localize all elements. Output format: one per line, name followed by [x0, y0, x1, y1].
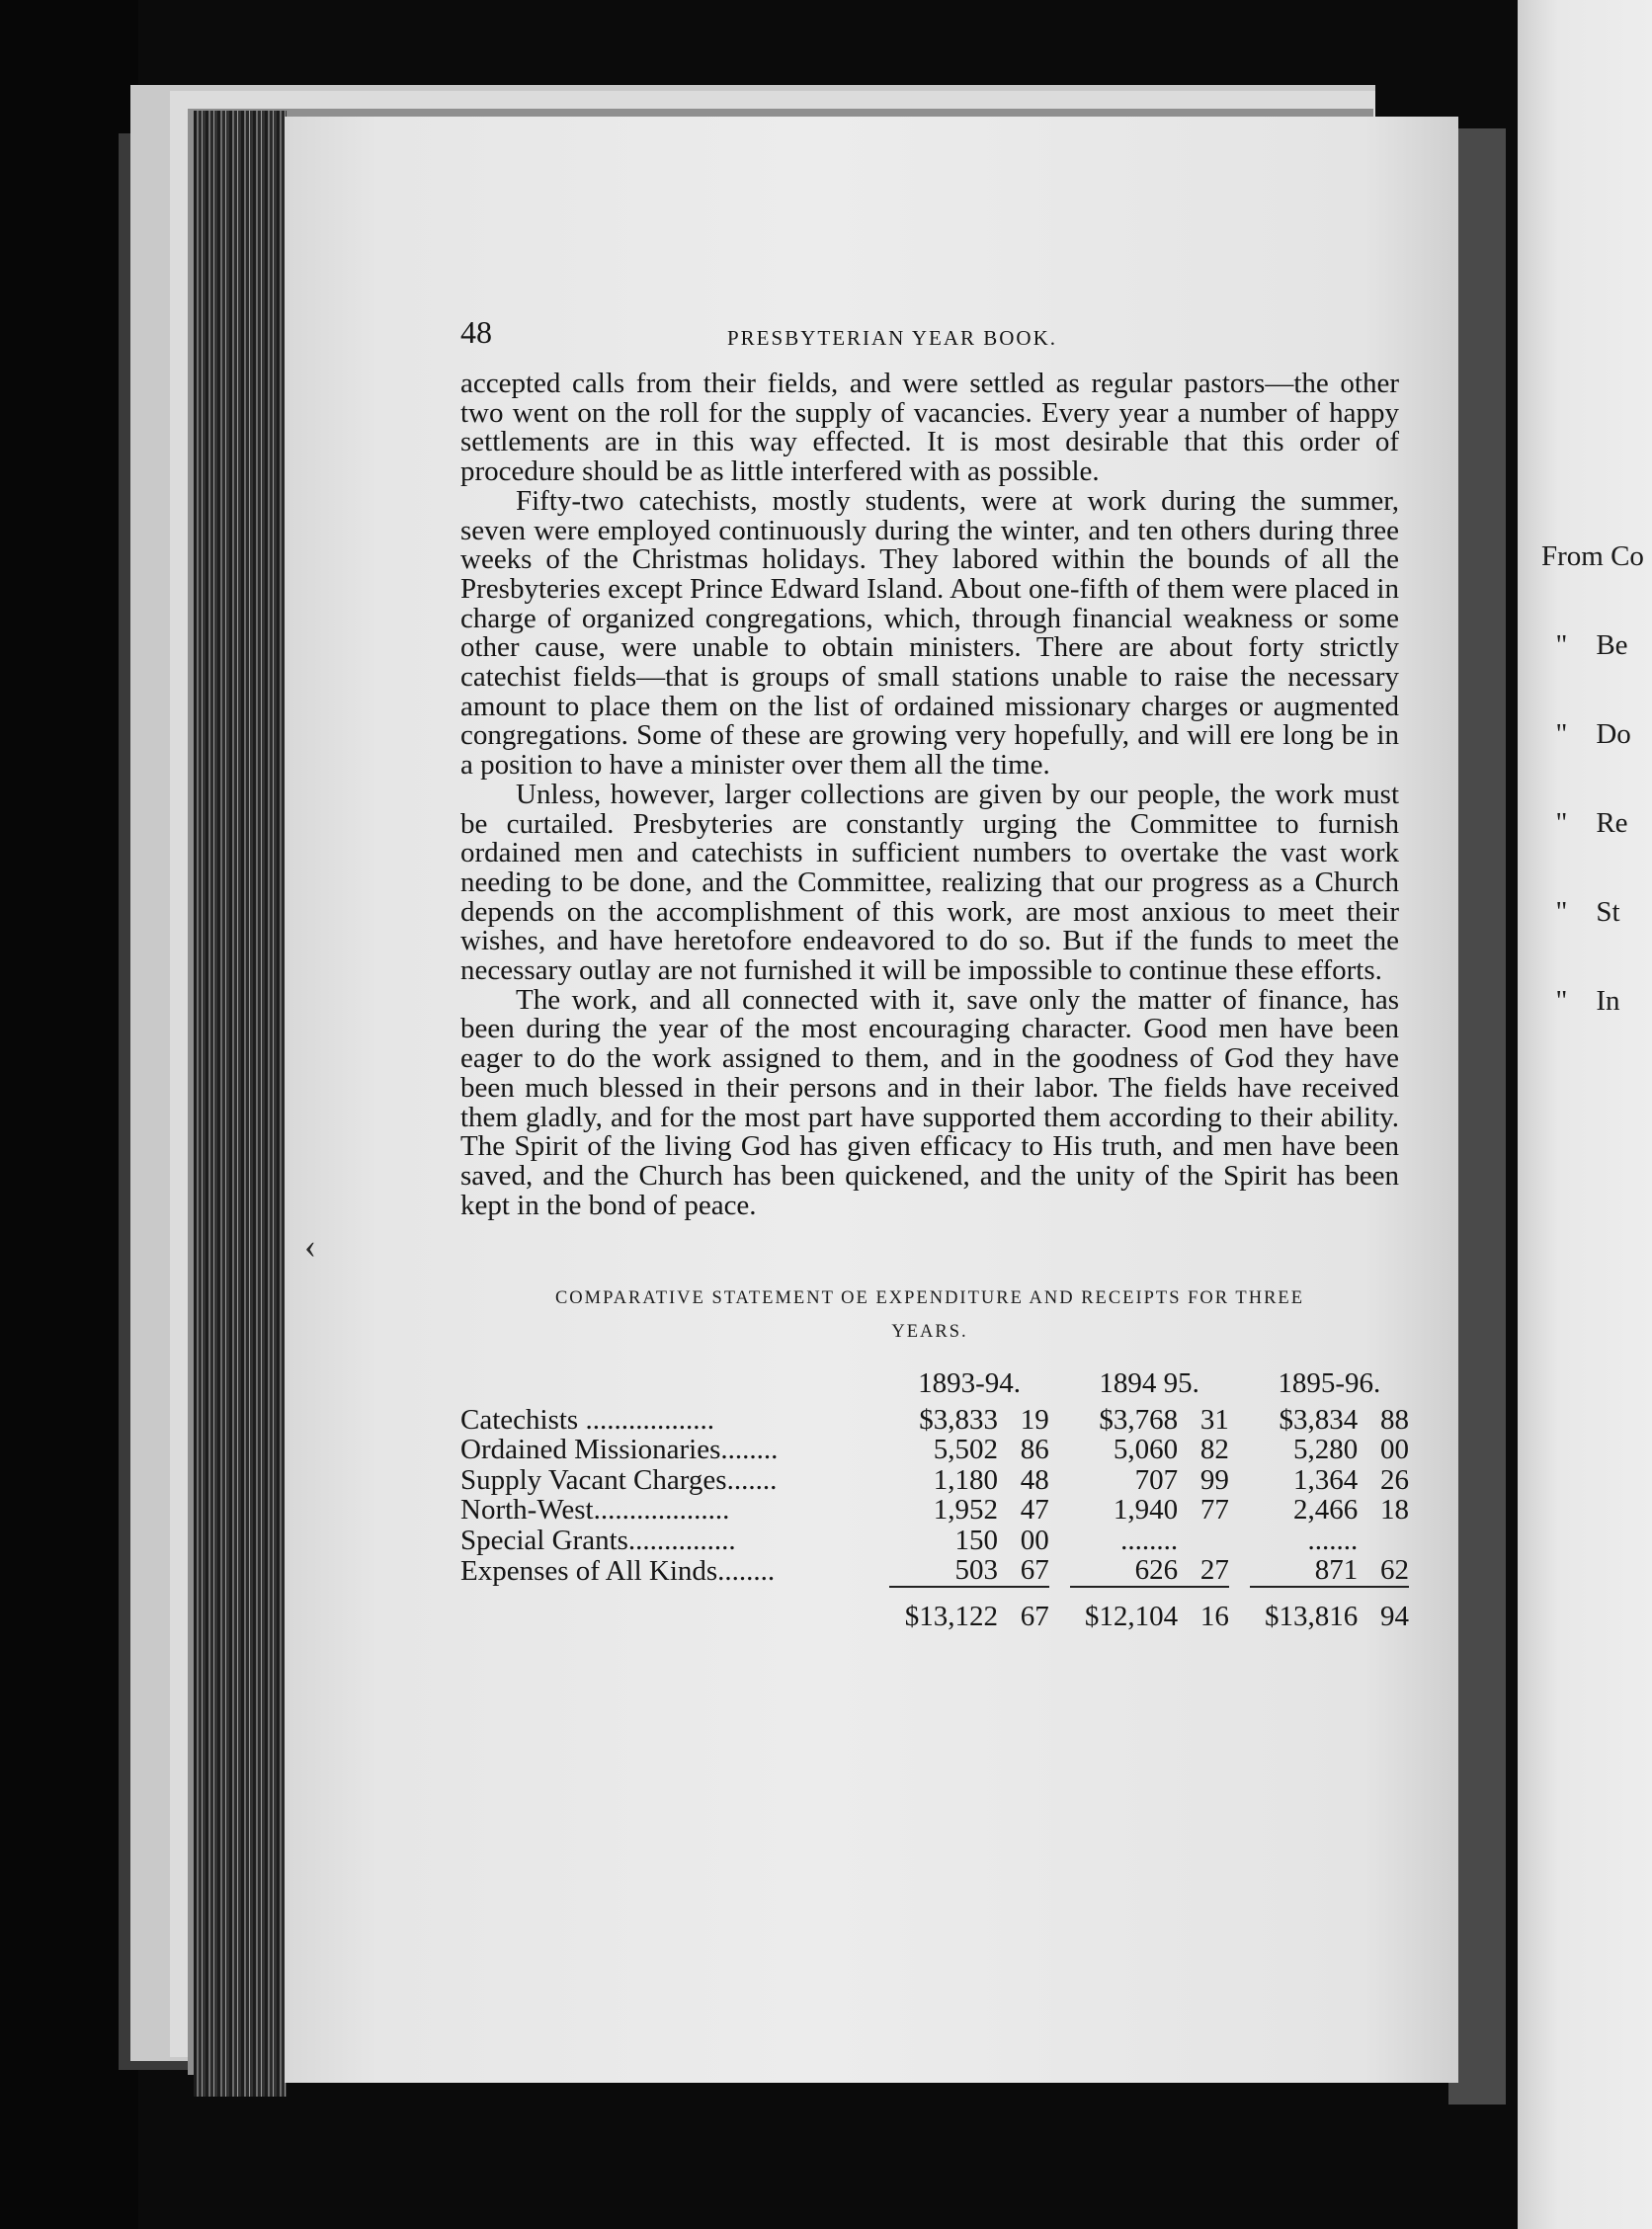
total-dollars: $13,122: [904, 1600, 999, 1632]
rule-line: [1358, 1587, 1409, 1598]
facing-line: " Be: [1541, 629, 1628, 661]
amount-cents: 31: [1199, 1403, 1229, 1436]
total-dollars: $13,816: [1264, 1600, 1359, 1632]
amount-cents: 48: [1020, 1463, 1049, 1496]
year-header: 1895-96.: [1278, 1367, 1381, 1400]
statement-title: [460, 1281, 1399, 1349]
column-gap: [1229, 1526, 1250, 1556]
amount-cents: [1178, 1526, 1229, 1556]
facing-page: [1518, 0, 1652, 2229]
amount-cents: 86: [1020, 1434, 1049, 1466]
column-gap: [1049, 1495, 1070, 1526]
amount-dollars: 871: [1314, 1554, 1359, 1587]
facing-line: " Do: [1541, 718, 1631, 750]
facing-line: " St: [1541, 896, 1620, 928]
table-row: [460, 1405, 1409, 1436]
row-label: Ordained Missionaries........: [460, 1434, 779, 1466]
amount-cents: 88: [1380, 1403, 1409, 1436]
table-body: [460, 1405, 1409, 1632]
facing-page-text: [1541, 482, 1652, 1075]
row-label: Supply Vacant Charges.......: [460, 1463, 778, 1496]
facing-line: From Co: [1541, 540, 1644, 572]
rule-line: [1178, 1587, 1229, 1598]
amount-cents: 67: [1020, 1554, 1049, 1587]
column-gap: [1049, 1587, 1070, 1598]
facing-line: " In: [1541, 985, 1620, 1017]
column-gap: [1049, 1465, 1070, 1496]
total-dollars: $12,104: [1084, 1600, 1179, 1632]
rule-line: [1250, 1587, 1359, 1598]
row-label: Catechists ..................: [460, 1403, 714, 1436]
amount-cents: 27: [1199, 1554, 1229, 1587]
amount-cents: 19: [1020, 1403, 1049, 1436]
running-title: PRESBYTERIAN YEAR BOOK.: [727, 326, 1057, 350]
column-gap: [1049, 1405, 1070, 1436]
amount-dollars: $3,834: [1279, 1403, 1359, 1436]
table-header-row: [460, 1368, 1409, 1405]
amount-dollars: 2,466: [1292, 1494, 1359, 1527]
amount-cents: 18: [1380, 1494, 1409, 1527]
table-row: [460, 1526, 1409, 1556]
amount-dollars: 1,180: [933, 1463, 999, 1496]
row-label: Special Grants...............: [460, 1524, 736, 1556]
page-content: [460, 314, 1409, 1632]
table-row: [460, 1435, 1409, 1465]
column-gap: [1049, 1555, 1070, 1587]
column-gap: [1229, 1555, 1250, 1587]
amount-dollars: 150: [954, 1524, 999, 1556]
statement-title-line: COMPARATIVE STATEMENT OE EXPENDITURE AND RECEIPTS FOR THREE: [554, 1288, 1305, 1309]
amount-cents: 00: [1020, 1524, 1049, 1556]
amount-dollars: 626: [1134, 1554, 1179, 1587]
body-text: [460, 370, 1399, 1220]
amount-cents: 82: [1199, 1434, 1229, 1466]
amount-dollars: 5,280: [1292, 1434, 1359, 1466]
amount-cents: 47: [1020, 1494, 1049, 1527]
table-row: [460, 1495, 1409, 1526]
margin-pencil-mark: ‹: [304, 1226, 316, 1266]
column-gap: [1049, 1598, 1070, 1632]
rule-spacer: [460, 1587, 889, 1598]
year-header: 1894 95.: [1099, 1367, 1199, 1400]
column-gap: [1229, 1598, 1250, 1632]
row-label: North-West...................: [460, 1494, 730, 1527]
column-gap: [1049, 1435, 1070, 1465]
amount-dollars: 503: [954, 1554, 999, 1587]
paragraph: Unless, however, larger collections are given by our people, the work must be curtailed. Presbyteries are constantly urging the Committee to furnish ordained men and catechists in sufficient numbers to overtake the vast work needing to be done, and the Committee, realizing that our progress as a Church depends on the accomplishment of this work, are most anxious to meet their wishes, and have heretofore endeavored to do so. But if the funds to meet the necessary outlay are not furnished it will be impossible to continue these efforts.: [460, 778, 1399, 987]
total-cents: 94: [1380, 1600, 1409, 1632]
rule-line: [998, 1587, 1049, 1598]
totals-row: [460, 1598, 1409, 1632]
row-label: Expenses of All Kinds........: [460, 1554, 776, 1587]
column-gap: [1229, 1587, 1250, 1598]
amount-cents: [1358, 1526, 1409, 1556]
amount-dollars: $3,833: [919, 1403, 999, 1436]
column-gap: [1229, 1495, 1250, 1526]
amount-cents: 99: [1199, 1463, 1229, 1496]
statement-title-line: YEARS.: [891, 1322, 968, 1343]
book-spine-page-edges: [194, 111, 287, 2097]
total-rule-row: [460, 1587, 1409, 1598]
column-gap: [1229, 1465, 1250, 1496]
amount-dollars: $3,768: [1099, 1403, 1179, 1436]
paragraph: The work, and all connected with it, save only the matter of finance, has been during the year of the most encouraging character. Good men have been eager to do the work assigned to them, and in the goodness of God they have been much blessed in their persons and in their labor. The fields have received them gladly, and for the most part have supported them according to their ability. The Spirit of the living God has given efficacy to His truth, and men have been saved, and the Church has been quickened, and the unity of the Spirit has been kept in the bond of peace.: [460, 983, 1399, 1221]
amount-dollars: 1,364: [1292, 1463, 1359, 1496]
rule-line: [889, 1587, 998, 1598]
amount-dollars: 1,952: [933, 1494, 999, 1527]
column-gap: [1049, 1526, 1070, 1556]
amount-dollars: 707: [1134, 1463, 1179, 1496]
year-header: 1893-94.: [918, 1367, 1022, 1400]
facing-line: " Re: [1541, 807, 1628, 839]
amount-dollars: 5,060: [1113, 1434, 1179, 1466]
scan-background-left: [0, 0, 138, 2229]
amount-cents: 77: [1199, 1494, 1229, 1527]
page-header: [460, 314, 1399, 362]
amount-dollars: ........: [1120, 1524, 1179, 1556]
amount-cents: 00: [1380, 1434, 1409, 1466]
amount-dollars: 1,940: [1113, 1494, 1179, 1527]
totals-label: [460, 1598, 889, 1632]
paragraph: accepted calls from their fields, and were settled as regular pastors—the other two went on the roll for the supply of vacancies. Every year a number of happy settlements are in this way effected. It is most desirable that this order of procedure should be as little interfered with as possible.: [460, 368, 1399, 488]
label-header: [460, 1368, 889, 1405]
paragraph: Fifty-two catechists, mostly students, were at work during the summer, seven were employed continuously during the winter, and ten others during three weeks of the Christmas holidays. They labored within the bounds of all the Presbyteries except Prince Edward Island. About one-fifth of them were placed in charge of organized congregations, which, through financial weakness or some other cause, were unable to obtain ministers. There are about forty strictly catechist fields—that is groups of small stations unable to raise the necessary amount to place them on the list of ordained missionary charges or augmented congregations. Some of these are growing very hopefully, and will ere long be in a position to have a minister over them all the time.: [460, 484, 1399, 782]
rule-line: [1070, 1587, 1179, 1598]
total-cents: 16: [1199, 1600, 1229, 1632]
table-row: [460, 1555, 1409, 1587]
comparative-statement-table: [460, 1368, 1409, 1631]
page-number: 48: [460, 314, 492, 350]
amount-dollars: 5,502: [933, 1434, 999, 1466]
amount-dollars: .......: [1307, 1524, 1359, 1556]
table-row: [460, 1465, 1409, 1496]
amount-cents: 26: [1380, 1463, 1409, 1496]
column-gap: [1229, 1405, 1250, 1436]
amount-cents: 62: [1380, 1554, 1409, 1587]
total-cents: 67: [1020, 1600, 1049, 1632]
column-gap: [1229, 1435, 1250, 1465]
